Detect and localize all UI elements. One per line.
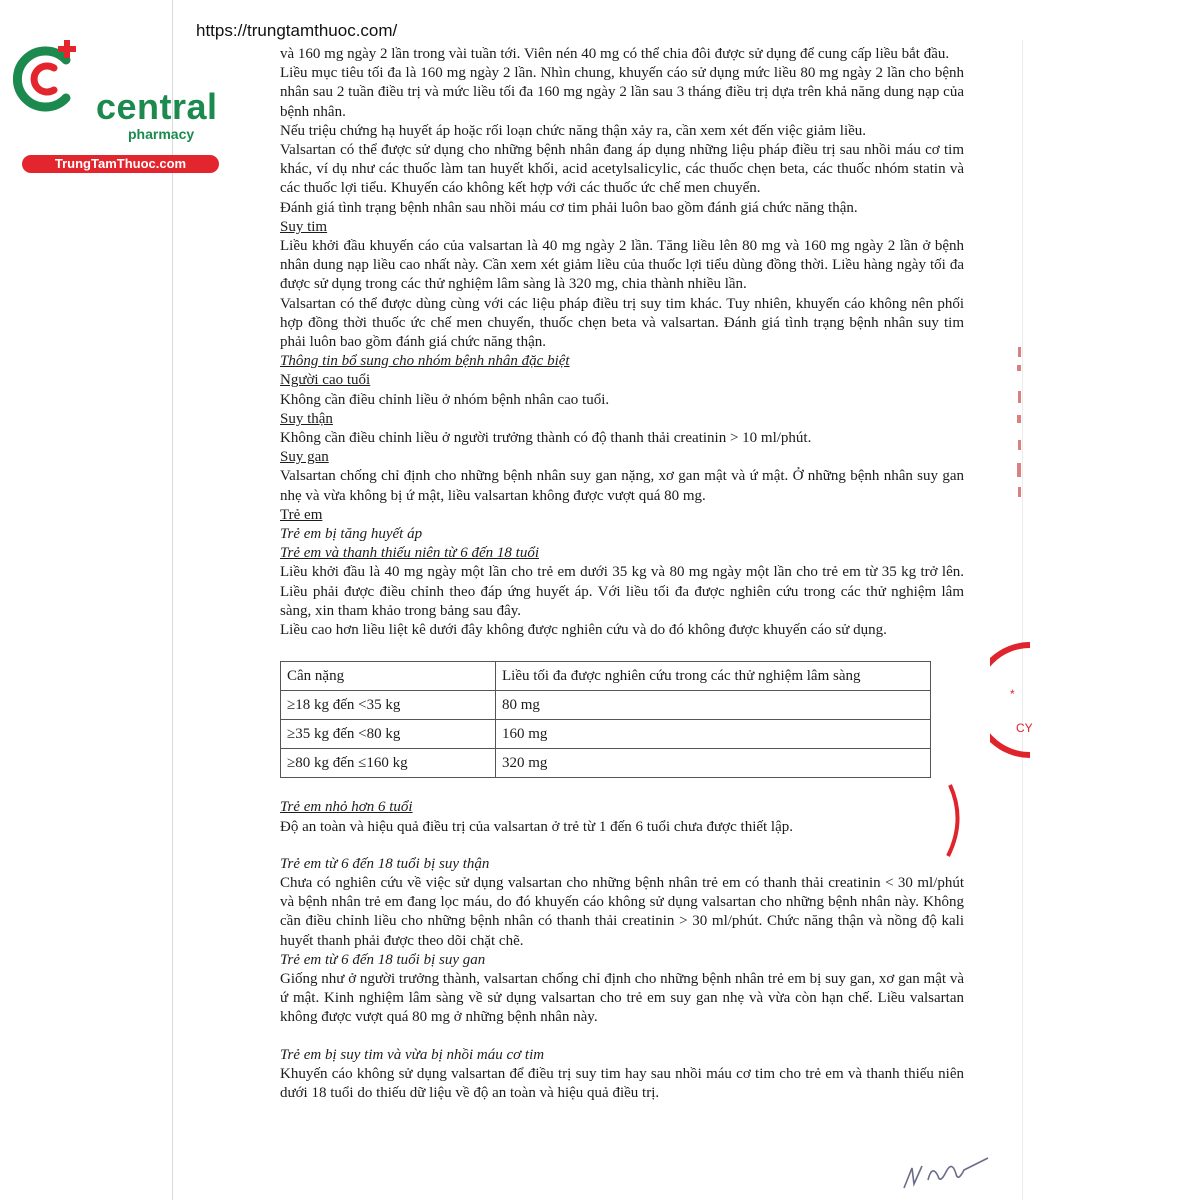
paragraph: Valsartan chống chỉ định cho những bệnh nhân suy gan nặng, xơ gan mật và ứ mật. Ở những bệnh nhân suy gan nhẹ và vừa không bị ứ mật, liều valsartan không được vượt quá 80 mg. [280, 468, 964, 504]
page-right-edge [1022, 40, 1023, 1200]
heading-heart-failure-children: Trẻ em bị suy tim và vừa bị nhồi máu cơ tim [280, 1046, 545, 1063]
table-cell: 160 mg [496, 720, 931, 749]
table-cell: ≥80 kg đến ≤160 kg [281, 749, 496, 778]
red-seal-icon [990, 640, 1050, 760]
paragraph: Valsartan có thể được sử dụng cho những bệnh nhân đang áp dụng những liệu pháp điều trị sau nhồi máu cơ tim khác, ví dụ như các thuốc làm tan huyết khối, acid acetylsalicylic, các thuốc chẹn beta, các thuốc nhóm statin và các thuốc lợi tiểu. Khuyến cáo không kết hợp với các thuốc ức chế men chuyển. [280, 142, 964, 197]
paragraph: Giống như ở người trưởng thành, valsartan chống chỉ định cho những bệnh nhân trẻ em bị suy gan, xơ gan mật và ứ mật. Kinh nghiệm lâm sàng về sử dụng valsartan cho trẻ em suy gan nhẹ và vừa còn hạn chế. Liều valsartan không được vượt quá 80 mg ở những bệnh nhân này. [280, 970, 964, 1026]
paragraph: Liều khởi đầu khuyến cáo của valsartan là 40 mg ngày 2 lần. Tăng liều lên 80 mg và 160 mg ngày 2 lần ở bệnh nhân dung nạp liều cao nhất này. Cần xem xét giảm liều của thuốc lợi tiểu dùng đồng thời. Liều hàng ngày tối đa được sử dụng trong các thử nghiệm lâm sàng là 320 mg, chia thành nhiều lần. [280, 238, 964, 293]
paragraph: Độ an toàn và hiệu quả điều trị của valsartan ở trẻ từ 1 đến 6 tuổi chưa được thiết lập. [280, 818, 794, 835]
table-cell: ≥18 kg đến <35 kg [281, 691, 496, 720]
table-cell: 320 mg [496, 749, 931, 778]
table-header-row [281, 662, 931, 691]
spacer [280, 1028, 964, 1046]
logo-banner: TrungTamThuoc.com [22, 155, 219, 173]
heading-children-hypertension: Trẻ em bị tăng huyết áp [280, 526, 423, 543]
table-row [281, 691, 931, 720]
heading-renal: Suy thận [280, 410, 333, 427]
heading-elderly: Người cao tuổi [280, 372, 371, 389]
paragraph: Chưa có nghiên cứu về việc sử dụng valsartan cho những bệnh nhân trẻ em có thanh thải creatinin < 30 ml/phút và bệnh nhân trẻ em đang lọc máu, do đó khuyến cáo không sử dụng valsartan cho những bệnh nhân này. Không cần điều chỉnh liều cho những bệnh nhân có thanh thải creatinin > 30 ml/phút. Chức năng thận và nồng độ kali huyết thanh phải được theo dõi chặt chẽ. [280, 874, 964, 949]
logo-brand: central [96, 86, 218, 127]
svg-text:CY: CY [1016, 721, 1033, 735]
paragraph: Nếu triệu chứng hạ huyết áp hoặc rối loạn chức năng thận xảy ra, cần xem xét đến việc giảm liều. [280, 122, 867, 139]
margin-stamp-icon [1010, 345, 1030, 505]
site-url[interactable]: https://trungtamthuoc.com/ [196, 21, 398, 40]
document-body [280, 45, 964, 1103]
paragraph: Khuyến cáo không sử dụng valsartan để điều trị suy tim hay sau nhồi máu cơ tim cho trẻ em và thanh thiếu niên dưới 18 tuổi do thiếu dữ liệu về độ an toàn và hiệu quả điều trị. [280, 1065, 964, 1101]
paragraph: và 160 mg ngày 2 lần trong vài tuần tới. Viên nén 40 mg có thể chia đôi được sử dụng để cung cấp liều bắt đầu. [280, 46, 950, 62]
red-mark-icon [938, 780, 968, 860]
paragraph: Không cần điều chỉnh liều ở nhóm bệnh nhân cao tuổi. [280, 391, 610, 408]
table-header-cell: Liều tối đa được nghiên cứu trong các thử nghiệm lâm sàng [496, 662, 931, 691]
heading-hepatic: Suy gan [280, 449, 329, 466]
dose-table [280, 661, 931, 778]
heading-children: Trẻ em [280, 506, 323, 523]
signature-icon [898, 1150, 993, 1195]
table-row [281, 749, 931, 778]
svg-text:*: * [1010, 687, 1015, 701]
spacer [280, 837, 964, 855]
logo-mark-icon [10, 38, 90, 118]
table-cell: ≥35 kg đến <80 kg [281, 720, 496, 749]
paragraph: Liều cao hơn liều liệt kê dưới đây không được nghiên cứu và do đó không được khuyến cáo sử dụng. [280, 622, 887, 639]
heading-heart-failure: Suy tim [280, 218, 328, 235]
central-pharmacy-logo[interactable] [10, 38, 218, 171]
paragraph: Liều mục tiêu tối đa là 160 mg ngày 2 lần. Nhìn chung, khuyến cáo sử dụng mức liều 80 mg ngày 2 lần cho bệnh nhân sau 2 tuần điều trị và mức liều tối đa 160 mg ngày 2 lần sau 3 tháng điều trị dựa trên khả năng dung nạp của bệnh nhân. [280, 65, 964, 120]
heading-under-6: Trẻ em nhỏ hơn 6 tuổi [280, 799, 413, 816]
paragraph: Không cần điều chỉnh liều ở người trưởng thành có độ thanh thải creatinin > 10 ml/phút. [280, 430, 812, 447]
table-cell: 80 mg [496, 691, 931, 720]
paragraph: Valsartan có thể được dùng cùng với các liệu pháp điều trị suy tim khác. Tuy nhiên, khuyến cáo không nên phối hợp đồng thời thuốc ức chế men chuyển, thuốc chẹn beta và valsartan. Đánh giá tình trạng bệnh nhân suy tim phải luôn bao gồm đánh giá chức năng thận. [280, 295, 964, 351]
logo-subtitle: pharmacy [128, 126, 195, 142]
table-header-cell: Cân nặng [281, 662, 496, 691]
heading-hepatic-children: Trẻ em từ 6 đến 18 tuổi bị suy gan [280, 951, 486, 968]
heading-children-6-18: Trẻ em và thanh thiếu niên từ 6 đến 18 tuổi [280, 545, 539, 562]
page-left-edge [172, 0, 173, 1200]
spacer [280, 778, 964, 798]
paragraph: Đánh giá tình trạng bệnh nhân sau nhồi máu cơ tim phải luôn bao gồm đánh giá chức năng thận. [280, 199, 858, 216]
paragraph: Liều khởi đầu là 40 mg ngày một lần cho trẻ em dưới 35 kg và 80 mg ngày một lần cho trẻ em từ 35 kg trở lên. Liều phải được điều chỉnh theo đáp ứng huyết áp. Với liều tối đa được nghiên cứu trong các thử nghiệm lâm sàng, xin tham khảo trong bảng sau đây. [280, 564, 964, 619]
heading-renal-children: Trẻ em từ 6 đến 18 tuổi bị suy thận [280, 855, 490, 872]
table-row [281, 720, 931, 749]
heading-special-populations: Thông tin bổ sung cho nhóm bệnh nhân đặc biệt [280, 353, 570, 370]
